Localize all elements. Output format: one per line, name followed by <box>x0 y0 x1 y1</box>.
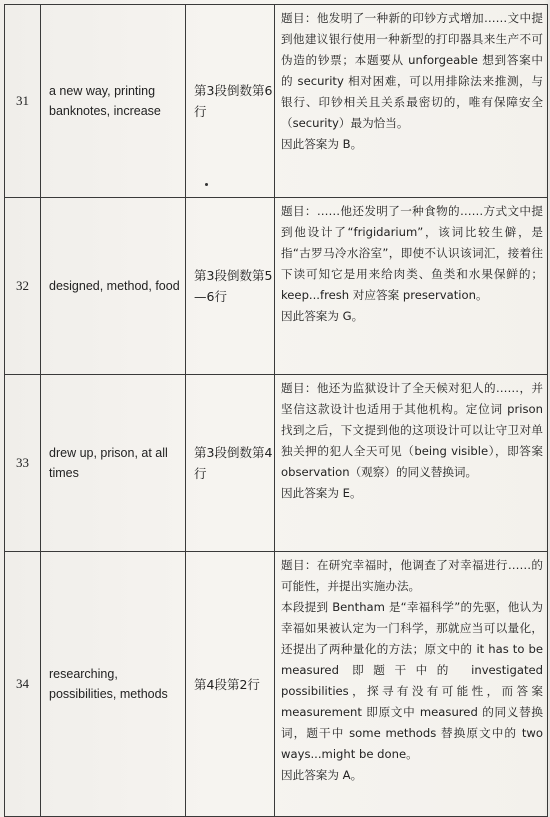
table-row <box>5 198 548 375</box>
keywords-cell: drew up, prison, at all times <box>41 375 186 552</box>
table-row <box>5 5 548 198</box>
question-number: 33 <box>5 375 41 552</box>
question-number: 31 <box>5 5 41 198</box>
explanation-text: 题目：在研究幸福时，他调查了对幸福进行……的可能性，并提出实施办法。 <box>281 558 543 593</box>
explanation-cell <box>275 5 548 198</box>
explanation-text: 题目：他发明了一种新的印钞方式增加……文中提到他建议银行使用一种新型的打印器具来生产不可伪造的钞票；本题要从 unforgeable 想到答案中的 security 相对困难，可以用排除法来推测，与银行、印钞相关且关系最密切的，唯有保障安全（security）最为恰当。 <box>281 11 543 130</box>
question-number: 34 <box>5 552 41 817</box>
answer-conclusion: 因此答案为 A。 <box>281 768 363 782</box>
answer-explanation-table <box>4 4 548 817</box>
location-cell: 第3段倒数第6行 <box>186 5 275 198</box>
page-edge-shadow <box>544 0 550 817</box>
location-cell: 第3段倒数第4行 <box>186 375 275 552</box>
answer-conclusion: 因此答案为 E。 <box>281 486 362 500</box>
keywords-cell: a new way, printing banknotes, increase <box>41 5 186 198</box>
explanation-text: 题目：……他还发明了一种食物的……方式文中提到他设计了“frigidarium”，该词比较生僻，是指“古罗马冷水浴室”，即使不认识该词汇，接着往下读可知它是用来给肉类、鱼类和水果保鲜的；keep...fresh 对应答案 preservation。 <box>281 204 543 302</box>
explanation-cell <box>275 375 548 552</box>
question-number: 32 <box>5 198 41 375</box>
explanation-cell <box>275 198 548 375</box>
keywords-cell: designed, method, food <box>41 198 186 375</box>
table-row <box>5 375 548 552</box>
answer-conclusion: 因此答案为 B。 <box>281 137 363 151</box>
location-cell: 第3段倒数第5—6行 <box>186 198 275 375</box>
table-row <box>5 552 548 817</box>
explanation-text: 题目：他还为监狱设计了全天候对犯人的……，并坚信这款设计也适用于其他机构。定位词 prison 找到之后，下文提到他的这项设计可以让守卫对单独关押的犯人全天可见（being visible），即答案 observation（观察）的同义替换词。 <box>281 381 543 479</box>
answer-conclusion: 因此答案为 G。 <box>281 309 364 323</box>
keywords-cell: researching, possibilities, methods <box>41 552 186 817</box>
stray-dot <box>205 183 208 186</box>
explanation-cell <box>275 552 548 817</box>
location-cell: 第4段第2行 <box>186 552 275 817</box>
explanation-text: 本段提到 Bentham 是“幸福科学”的先驱，他认为幸福如果被认定为一门科学，那就应当可以量化，还提出了两种量化的方法；原文中的 it has to be measured 即题干中的 investigated possibilities，探寻有没有可能性，而答案 measurement 即原文中 measured 的同义替换词，题干中 some methods 替换原文中的 two ways...might be done。 <box>281 600 543 761</box>
